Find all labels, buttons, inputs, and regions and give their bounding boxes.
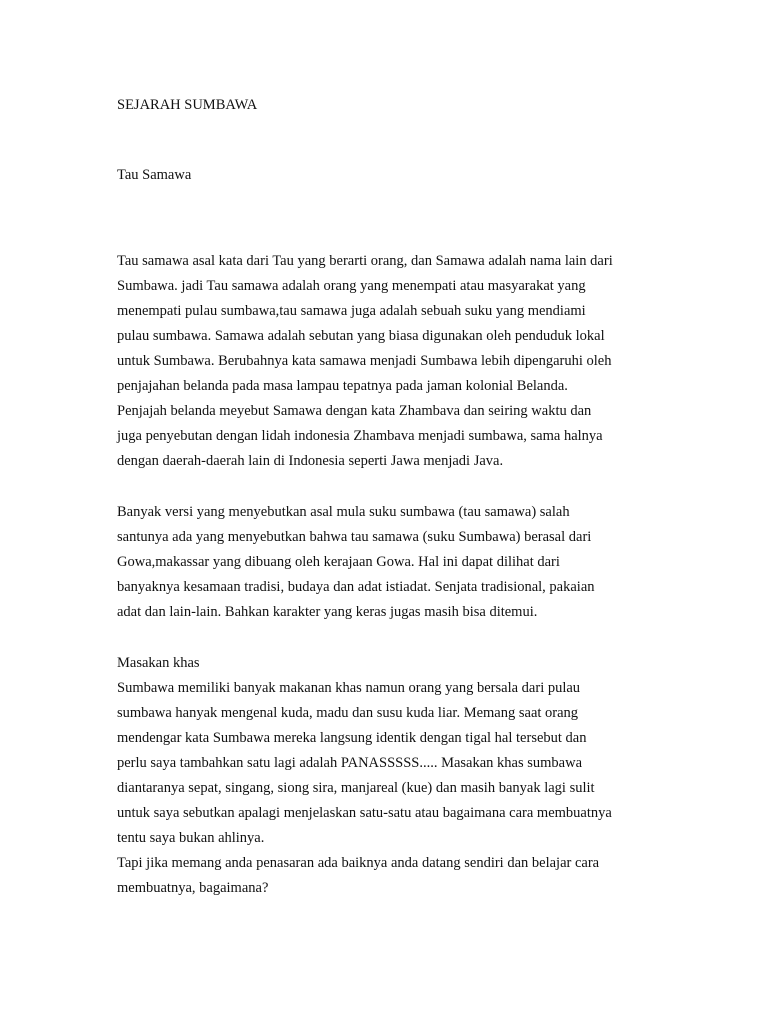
paragraph-line: santunya ada yang menyebutkan bahwa tau samawa (suku Sumbawa) berasal dari [117,529,592,545]
paragraph-line: diantaranya sepat, singang, siong sira, manjareal (kue) dan masih banyak lagi sulit [117,780,595,796]
document-title: SEJARAH SUMBAWA [117,97,258,113]
paragraph-line: juga penyebutan dengan lidah indonesia Zhambava menjadi sumbawa, sama halnya [117,428,603,444]
paragraph-line: Penjajah belanda meyebut Samawa dengan kata Zhambava dan seiring waktu dan [117,403,592,419]
paragraph-line: Sumbawa memiliki banyak makanan khas namun orang yang bersala dari pulau [117,680,581,696]
section-heading-masakan-khas: Masakan khas [117,655,200,671]
paragraph-line: sumbawa hanyak mengenal kuda, madu dan susu kuda liar. Memang saat orang [117,705,579,721]
paragraph-line: penjajahan belanda pada masa lampau tepatnya pada jaman kolonial Belanda. [117,378,568,394]
section-heading-tau-samawa: Tau Samawa [117,167,192,183]
paragraph-line: banyaknya kesamaan tradisi, budaya dan adat istiadat. Senjata tradisional, pakaian [117,579,595,595]
paragraph-line: dengan daerah-daerah lain di Indonesia seperti Jawa menjadi Java. [117,453,504,469]
paragraph-line: Sumbawa. jadi Tau samawa adalah orang yang menempati atau masyarakat yang [117,278,586,294]
paragraph-line: Banyak versi yang menyebutkan asal mula suku sumbawa (tau samawa) salah [117,504,570,520]
paragraph-line: adat dan lain-lain. Bahkan karakter yang keras jugas masih bisa ditemui. [117,604,538,620]
paragraph-line: Tau samawa asal kata dari Tau yang berarti orang, dan Samawa adalah nama lain dari [117,253,613,269]
paragraph-line: untuk Sumbawa. Berubahnya kata samawa menjadi Sumbawa lebih dipengaruhi oleh [117,353,612,369]
paragraph-line: pulau sumbawa. Samawa adalah sebutan yang biasa digunakan oleh penduduk lokal [117,328,605,344]
paragraph-line: untuk saya sebutkan apalagi menjelaskan satu-satu atau bagaimana cara membuatnya [117,805,612,821]
paragraph-line: membuatnya, bagaimana? [117,880,269,896]
paragraph-line: Gowa,makassar yang dibuang oleh kerajaan Gowa. Hal ini dapat dilihat dari [117,554,560,570]
paragraph-line: Tapi jika memang anda penasaran ada baiknya anda datang sendiri dan belajar cara [117,855,600,871]
paragraph-line: menempati pulau sumbawa,tau samawa juga adalah sebuah suku yang mendiami [117,303,586,319]
paragraph-line: tentu saya bukan ahlinya. [117,830,265,846]
paragraph-line: mendengar kata Sumbawa mereka langsung identik dengan tigal hal tersebut dan [117,730,587,746]
paragraph-line: perlu saya tambahkan satu lagi adalah PANASSSSS..... Masakan khas sumbawa [117,755,583,771]
